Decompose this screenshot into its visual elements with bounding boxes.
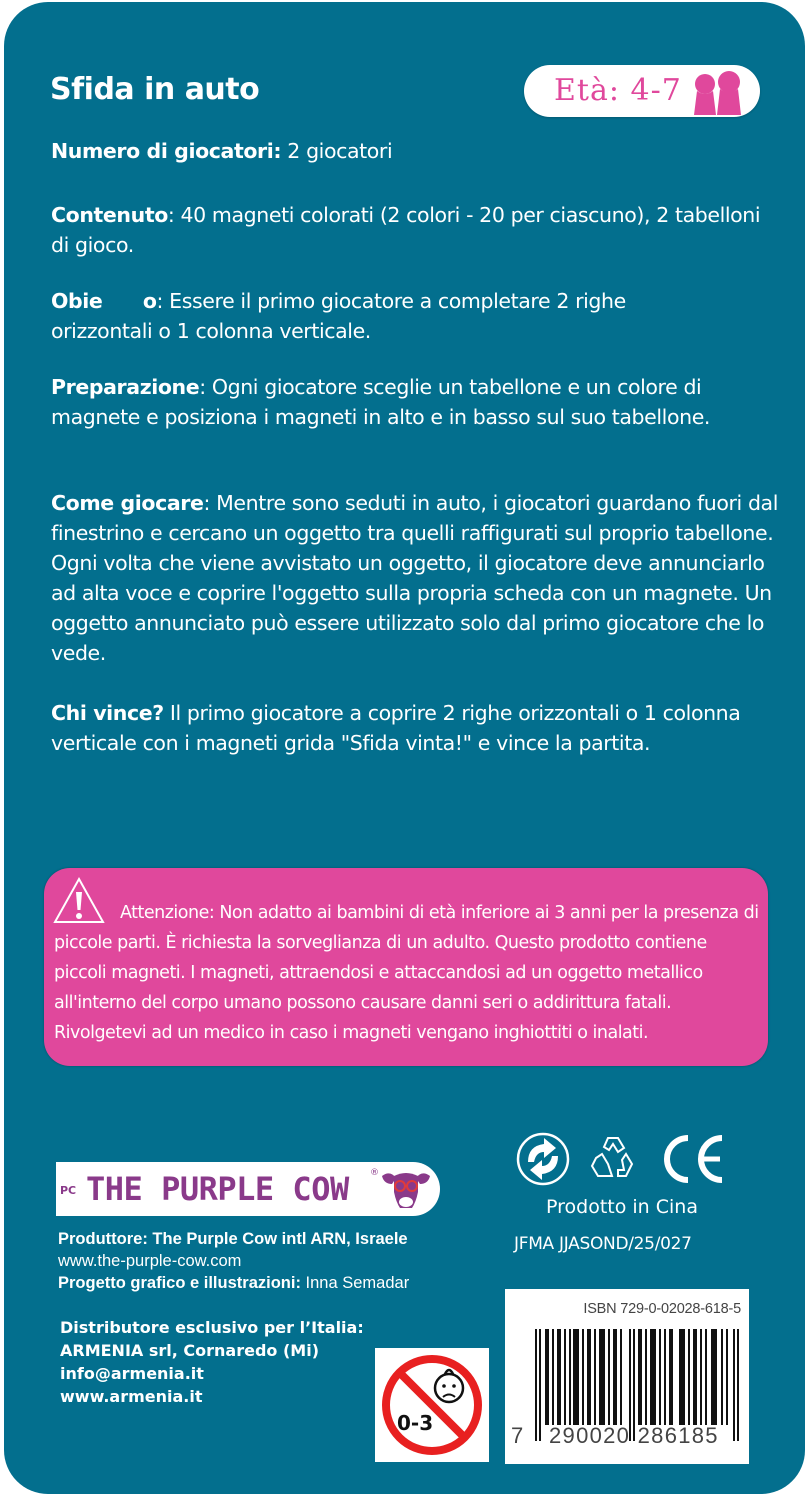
credits bbox=[58, 1228, 409, 1294]
ce-mark-icon bbox=[667, 1138, 722, 1180]
rule-who-wins bbox=[51, 698, 781, 758]
rule-objective bbox=[51, 286, 711, 346]
distributor-email: info@armenia.it bbox=[60, 1364, 204, 1383]
design-value: Inna Semadar bbox=[300, 1274, 410, 1292]
age-label: Età: 4-7 bbox=[554, 73, 682, 108]
barcode bbox=[505, 1289, 749, 1464]
brand-website: www.the-purple-cow.com bbox=[58, 1252, 242, 1270]
rule-text: 2 giocatori bbox=[281, 139, 393, 163]
recycle-icon bbox=[592, 1138, 632, 1176]
design-line bbox=[58, 1272, 409, 1294]
distributor-info bbox=[60, 1316, 364, 1408]
svg-text:0-3: 0-3 bbox=[397, 1411, 434, 1435]
players-icon bbox=[690, 71, 746, 120]
rule-players bbox=[51, 136, 781, 166]
safety-warning bbox=[44, 868, 768, 1066]
producer-line bbox=[58, 1228, 409, 1250]
rule-label: Numero di giocatori: bbox=[51, 139, 282, 163]
rule-contents bbox=[51, 200, 781, 260]
rule-text: : 40 magneti colorati (2 colori - 20 per ciascuno), 2 tabelloni di gioco. bbox=[51, 203, 761, 257]
rule-label: Come giocare bbox=[51, 491, 204, 515]
rule-text: : Essere il primo giocatore a completare 2 righe orizzontali o 1 colonna verticale. bbox=[51, 289, 626, 343]
rule-label: Contenuto bbox=[51, 203, 168, 227]
producer-value: The Purple Cow intl ARN, Israele bbox=[147, 1230, 408, 1248]
rule-label: Obie o bbox=[51, 289, 157, 313]
rule-how-to-play bbox=[51, 488, 781, 668]
not-for-under-3-icon bbox=[375, 1348, 489, 1462]
distributor-company: ARMENIA srl, Cornaredo (Mi) bbox=[60, 1341, 319, 1360]
ean-first-digit: 7 bbox=[511, 1423, 524, 1448]
warning-text: Attenzione: Non adatto ai bambini di età inferiore ai 3 anni per la presenza di piccole parti. È richiesta la sorveglianza di un adulto. Questo prodotto contiene piccoli magneti. I magneti, attraendosi e attaccandosi ad un oggetto metallico all'interno del corpo umano possono causare danni seri o addirittura fatali. Rivolgetevi ad un medico in caso i magneti vengano inghiottiti o inalati. bbox=[54, 903, 759, 1043]
compliance-symbols bbox=[516, 1132, 736, 1191]
page-title: Sfida in auto bbox=[50, 72, 260, 107]
made-in-label: Prodotto in Cina bbox=[546, 1196, 698, 1218]
brand-name: THE PURPLE COW bbox=[86, 1170, 349, 1208]
product-back-panel bbox=[4, 2, 805, 1494]
rule-label: Chi vince? bbox=[51, 701, 164, 725]
green-dot-icon bbox=[518, 1134, 568, 1184]
rule-text: : Ogni giocatore sceglie un tabellone e un colore di magnete e posiziona i magneti in alto e in basso sul suo tabellone. bbox=[51, 375, 711, 429]
cow-icon bbox=[380, 1168, 432, 1217]
rule-setup bbox=[51, 372, 781, 432]
ean-digits: 290020 286185 bbox=[549, 1423, 719, 1448]
rule-text: : Mentre sono seduti in auto, i giocatori guardano fuori dal finestrino e cercano un oggetto tra quelli raffigurati sul proprio tabellone. Ogni volta che viene avvistato un oggetto, il giocatore deve annunciarlo ad alta voce e coprire l'oggetto sulla propria scheda con un magnete. Un oggetto annunciato può essere utilizzato solo dal primo giocatore che lo vede. bbox=[51, 491, 779, 665]
isbn-number: ISBN 729-0-02028-618-5 bbox=[583, 1301, 741, 1317]
distributor-heading: Distributore esclusivo per l’Italia: bbox=[60, 1318, 364, 1337]
batch-code: JFMA JJASOND/25/027 bbox=[514, 1234, 692, 1254]
distributor-website: www.armenia.it bbox=[60, 1387, 203, 1406]
registered-mark: ® bbox=[370, 1168, 379, 1178]
design-label: Progetto grafico e illustrazioni: bbox=[58, 1274, 301, 1292]
brand-prefix: PC bbox=[60, 1184, 77, 1197]
rule-label: Preparazione bbox=[51, 375, 200, 399]
rule-text: Il primo giocatore a coprire 2 righe orizzontali o 1 colonna verticale con i magneti grida "Sfida vinta!" e vince la partita. bbox=[51, 701, 741, 755]
brand-logo bbox=[56, 1162, 440, 1216]
age-badge bbox=[524, 65, 760, 117]
producer-label: Produttore: bbox=[58, 1230, 148, 1248]
